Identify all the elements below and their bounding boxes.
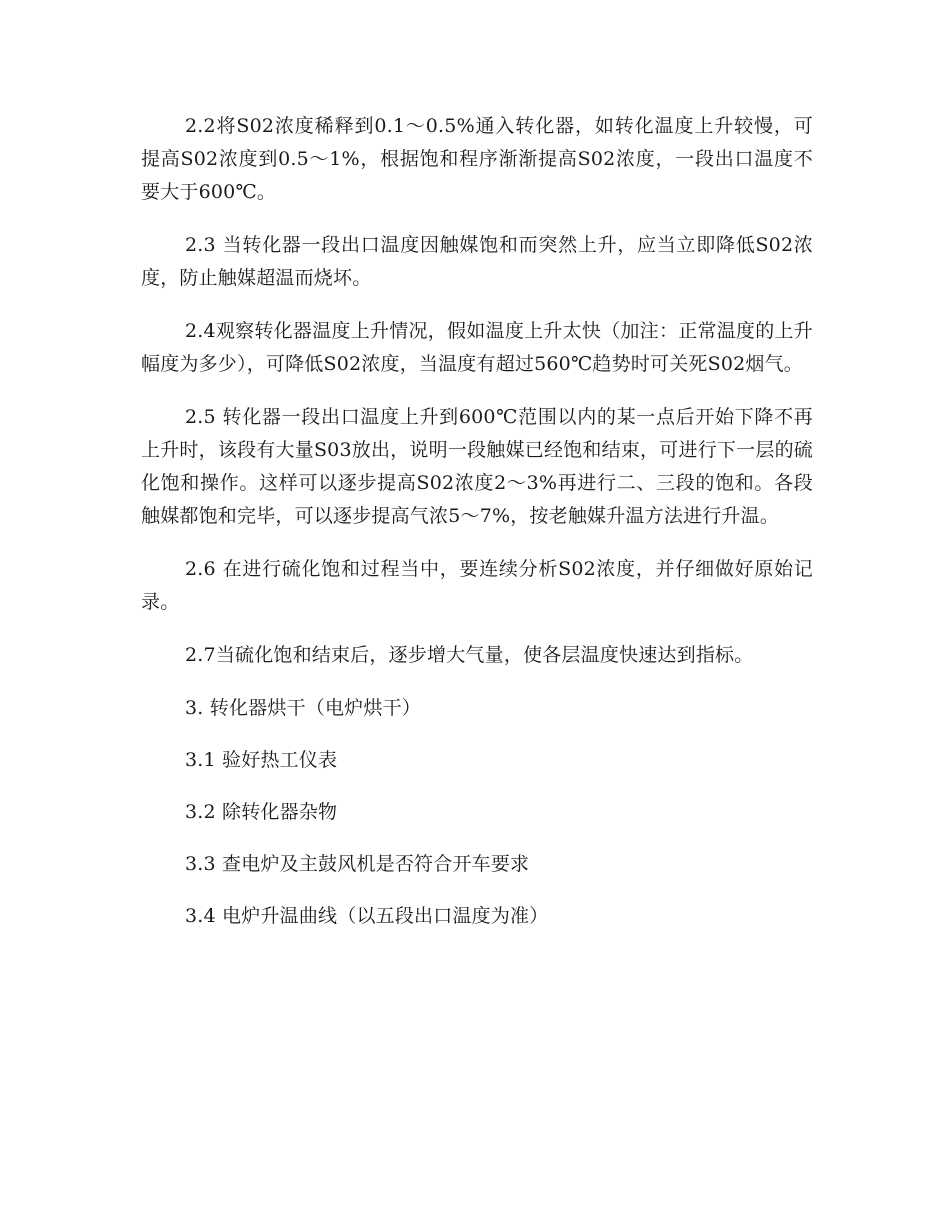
paragraph-2-5: 2.5 转化器一段出口温度上升到600℃范围以内的某一点后开始下降不再上升时，该段有大量S03放出，说明一段触媒已经饱和结束，可进行下一层的硫化饱和操作。这样可以逐步提高S02浓度2～3%再进行二、三段的饱和。各段触媒都饱和完毕，可以逐步提高气浓5～7%，按老触媒升温方法进行升温。 [141,406,813,527]
paragraph-3-1: 3.1 验好热工仪表 [185,749,338,771]
document-body [141,110,813,952]
paragraph-2-4: 2.4观察转化器温度上升情况，假如温度上升太快（加注：正常温度的上升幅度为多少），可降低S02浓度，当温度有超过560℃趋势时可关死S02烟气。 [141,320,813,375]
paragraph-2-2: 2.2将S02浓度稀释到0.1～0.5%通入转化器，如转化温度上升较慢，可提高S02浓度到0.5～1%，根据饱和程序渐渐提高S02浓度，一段出口温度不要大于600℃。 [141,115,813,203]
section-heading-3: 3. 转化器烘干（电炉烘干） [185,697,421,719]
paragraph-2-3: 2.3 当转化器一段出口温度因触媒饱和而突然上升，应当立即降低S02浓度，防止触媒超温而烧坏。 [141,234,813,289]
paragraph-3-2: 3.2 除转化器杂物 [185,801,338,823]
paragraph-2-6: 2.6 在进行硫化饱和过程当中，要连续分析S02浓度，并仔细做好原始记录。 [141,558,813,613]
paragraph-3-4: 3.4 电炉升温曲线（以五段出口温度为准） [185,905,549,927]
paragraph-3-3: 3.3 查电炉及主鼓风机是否符合开车要求 [185,853,530,875]
paragraph-2-7: 2.7当硫化饱和结束后，逐步增大气量，使各层温度快速达到指标。 [185,644,754,666]
